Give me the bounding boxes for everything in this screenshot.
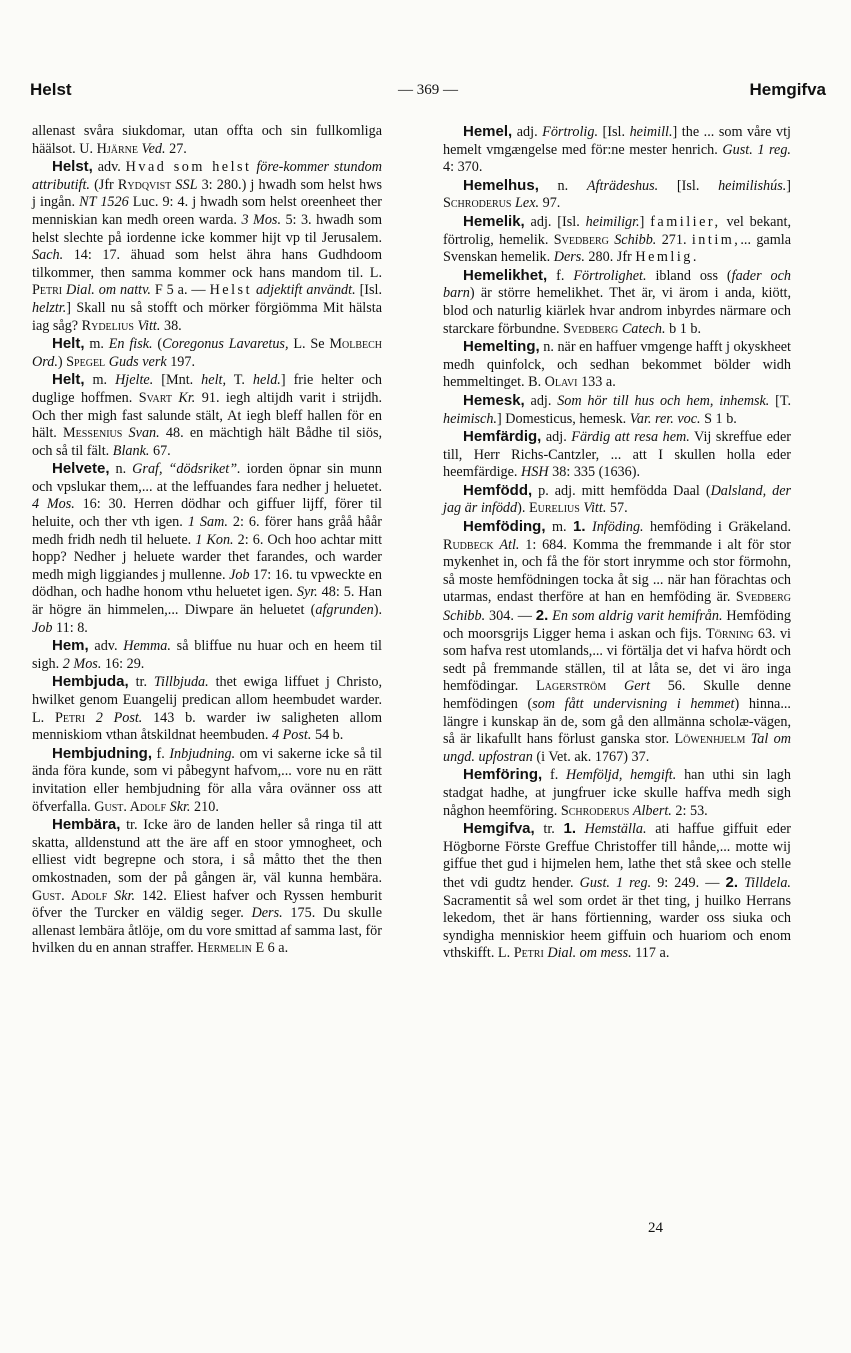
entry-text: Hvad som helst [125,159,252,176]
entry-text: Inbjudning. [169,745,236,762]
entry-text: [T. [769,392,791,409]
entry-headword: Hemföding, [463,518,546,536]
entry-headword: Hemelting, [463,338,540,356]
entry-text: Graf, “dödsriket”. [132,461,241,478]
signature-number: 24 [648,1220,663,1236]
entry-text: tr. [128,674,154,691]
entry-text: [Isl. [658,177,719,194]
entry-text: F 5 a. — [150,282,210,299]
entry-text: Hemlig. [635,249,699,266]
entry-text: allenast svåra siukdomar, utan offta och sin fullkomliga häälsot. U. [32,123,382,157]
entry-text: 210. [190,798,219,815]
dictionary-entry [443,518,791,766]
dictionary-entry [32,123,382,158]
entry-text: p. adj. mitt hemfödda Daal ( [532,482,711,499]
entry-text: [Mnt. [153,372,202,389]
entry-text [606,678,624,694]
entry-text: 4 Post. [271,727,312,744]
entry-text: n. [538,177,587,194]
entry-text: 67. [149,442,171,459]
entry-text: Kr. [178,389,196,406]
entry-text: 2: 6. Och hoo achtar mitt hopp? Nedher j heluete warder thet farandes, och warder medh migh liggiandes j mullenne. [32,531,383,583]
entry-text: 63. vi som hafva rest utomlands,... vi förtälja det vi hafva hördt och sedt på fremmande ställen, til at låta se, det vi äro inga hemfödingar. [443,625,791,695]
entry-headword: Hemesk, [463,391,525,409]
dictionary-entry [32,637,382,673]
entry-text: Molbech [329,336,382,353]
entry-text: Hermelin [197,940,252,957]
entry-text: heimilishús. [718,177,787,194]
entry-text: 5: 3. hwadh som helst slechte på iordenne icke kommer hijt vp til Jerusalem. [32,211,383,246]
entry-text: ] frie helter och duglige hoffmen. [32,372,382,406]
entry-text: 2: 6. förer hans gråå håår medh fridh nedh til heluete. [32,514,382,548]
entry-text: intim, [691,231,741,248]
entry-text: Syr. [296,584,318,601]
entry-text: Guds verk [108,353,167,370]
entry-headword: 2. [725,873,738,891]
entry-text: Petri [513,945,544,962]
entry-text: 1 Sam. [187,514,228,531]
entry-text: m. [84,372,116,389]
entry-text: 56. Skulle denne hemfödingen ( [443,678,791,712]
entry-text: heimiligr. [585,213,640,230]
page-number: — 369 — [398,82,458,98]
entry-text: fader och barn [443,267,792,302]
entry-text: Messenius [63,425,123,442]
entry-text: han uthi sin lagh stadgat hadhe, at jungfruer icke skulle haffva medh sigh någhon heemföring. [443,767,791,819]
entry-text: Dial. om nattv. [66,282,151,299]
entry-text: Schibb. [614,231,657,248]
entry-text: Svedberg [563,320,619,337]
dictionary-entry [443,482,791,518]
dictionary-entry [32,335,382,371]
entry-text: 9: 249. — [651,874,726,891]
entry-text: m. [545,519,573,536]
entry-text: afgrunden [315,602,374,619]
entry-headword: Hembjuda, [52,673,129,691]
entry-headword: Hemelik, [463,212,525,230]
entry-text: HSH [521,464,549,481]
entry-text: 2 Post. [95,709,143,726]
entry-text: Schibb. [443,608,486,625]
entry-text: ] Domesticus, hemesk. [496,410,630,427]
entry-text: f. [547,267,574,284]
entry-headword: 1. [563,820,576,838]
dictionary-entry [443,177,791,213]
dictionary-entry [443,766,791,820]
entry-text: 2 Mos. [62,655,102,672]
entry-text: 57. [606,500,628,517]
dictionary-entry [32,371,382,460]
entry-text: 117 a. [631,945,670,962]
entry-headword: Helt, [52,335,85,353]
entry-text: Tal om ungd. upfostran [443,731,792,765]
entry-text: T. [226,372,253,389]
entry-headword: Hemelikhet, [463,266,548,284]
entry-text: ) [57,353,67,370]
entry-text: n. när en haffuer vmgenge hafft j okyskheet medh quinfolck, och sedhan bekommet bölder widh hemmeltinget. B. [443,339,791,391]
left-column [32,123,382,958]
entry-text: En fisk. [108,336,153,353]
entry-text: heimisch. [443,410,497,427]
entry-text: ] [639,213,651,230]
entry-text: (i Vet. ak. 1767) 37. [532,748,650,765]
entry-text: 38. [160,317,182,334]
entry-text: Ders. [251,905,283,922]
dictionary-entry [443,392,791,428]
entry-text: Hemma. [123,638,171,655]
entry-text: 38: 335 (1636). [548,464,641,481]
entry-text: ati haffue giffuit eder Högborne Förste Greffue Christoffer till hånde,... motte wij giffue thet gud i hijmelen hem, lathe thet stå skee och stelle thet vdi gudtz hender. [443,821,791,891]
entry-text: ] Skall nu så stofft och mörker förgiömma Mit hälsta iag såg? [32,299,382,334]
entry-text: Skr. [169,798,191,815]
entry-text: Schroderus [560,802,630,819]
dictionary-entry [443,820,791,963]
entry-text: m. [84,336,109,353]
dictionary-entry [32,745,382,816]
entry-text: Albert. [632,802,672,819]
entry-text [576,821,585,837]
entry-text: Ord. [32,353,58,370]
entry-text: 54 b. [311,727,344,744]
entry-text: Rydqvist [117,176,172,193]
entry-text: familier, [650,213,721,230]
entry-text: Lagerström [535,678,607,695]
running-header [30,80,826,110]
entry-text: n. [109,461,133,478]
dictionary-entry [32,158,382,335]
entry-text: held. [252,372,281,389]
header-last-headword: Hemgifva [749,80,826,99]
entry-text: Gust. 1 reg. [579,874,652,891]
entry-text: 175. Du skulle allenast lembära åtlöje, om du vore smittad af samma last, för hvilken du en annan straffer. [32,905,382,957]
entry-text: 1 Kon. [195,531,234,548]
entry-text: Gust. 1 reg. [722,141,791,158]
entry-text: 142. Eliest hafver och Ryssen hemburit öfver the Turcker en väldig seger. [32,887,383,922]
entry-text: Catech. [621,320,666,337]
entry-text: Ders. [553,249,585,266]
entry-text: 133 a. [577,374,616,391]
dictionary-entry [443,267,791,338]
entry-text: 2: 53. [671,802,708,819]
entry-text: ] the ... som våre vtj hemelt vmgængelse med för:ne mester henrich. [443,124,791,158]
entry-text: 16: 29. [101,655,145,672]
entry-text: 16: 30. Herren dödhar och giffuer lijff, förer til heluite, och ther vth igen. [32,496,382,531]
entry-text: thet ewiga liffuet j Christo, hwilket genom Euangelij predican allom heembudet warder. L. [32,674,382,726]
entry-text: f. [542,767,567,784]
entry-text: Hemställa. [584,821,647,838]
entry-text: Olavi [544,374,578,391]
entry-text: Skr. [114,887,135,904]
entry-text: 11: 8. [52,619,88,636]
entry-text: helztr. [32,299,67,316]
entry-text: ] [786,177,791,194]
entry-text: adj. [541,429,572,446]
dictionary-entry [443,123,791,177]
entry-headword: Hemgifva, [463,820,535,838]
entry-text: Hemföding och moorsgrijs Ligger hema i askan och fijs. [443,608,791,642]
entry-text: 143 b. warder iw saligheten allom menniskiom vthan åtskildnat heembuden. [32,709,382,744]
dictionary-entry [32,816,382,958]
dictionary-entry [32,460,382,637]
entry-text: Afträdeshus. [586,177,659,194]
entry-text: Svan. [128,425,160,442]
dictionary-entry [32,673,382,744]
entry-text: Var. rer. voc. [629,410,701,427]
entry-text: Svedberg [553,231,609,248]
entry-text: Löwenhjelm [674,731,746,748]
entry-headword: Helvete, [52,460,110,478]
entry-text: 4: 370. [443,159,483,176]
entry-text: En som aldrig varit hemifrån. [552,608,723,625]
entry-text: 17: 16. tu vpweckte en dödhan, och hadhe honom vthu heluetet igen. [32,566,382,601]
entry-text: SSL [175,176,198,193]
entry-text: Eurelius [528,500,580,517]
entry-text: [Isl. [355,282,383,299]
entry-text: Vitt. [137,317,161,334]
entry-text: hemföding i Gräkeland. [643,519,791,536]
entry-text: Hemföljd, hemgift. [566,767,677,784]
entry-text: Gert [624,678,651,695]
entry-text: Törning [705,625,754,642]
entry-text: [Isl. [598,124,630,140]
entry-text: 280. Jfr [584,249,636,266]
entry-text: 91. iegh altijdh varit i strijdh. Och ther migh fast salunde stält, At iegh bleff hallen för en hält. [32,389,382,442]
entry-text: 97. [539,195,561,212]
entry-headword: Hem, [52,637,89,655]
entry-text: Spegel [66,353,106,370]
entry-text: adjektift användt. [255,282,356,299]
entry-text: b 1 b. [665,320,702,337]
entry-text: Färdig att resa hem. [571,429,690,446]
entry-text: Job [32,619,53,636]
entry-text: Inföding. [591,519,644,536]
entry-headword: Hemelhus, [463,176,539,194]
entry-text: iorden öpnar sin munn och vpslukar them,... at the leffuandes fara nedher j heluetet. [32,461,383,495]
entry-text: Förtrolighet. [573,267,647,284]
entry-text: NT 1526 [79,194,129,211]
entry-text: (Jfr [89,176,118,193]
entry-text: Luc. 9: 4. j hwadh som helst oreenheet ther menniskian kan medh oreen warda. [32,194,382,228]
entry-text: Svedberg [735,589,791,606]
entry-headword: Helst, [52,158,93,176]
entry-text: 48. en mächtigh hält Bådhe til siös, och så til fält. [32,425,383,459]
entry-headword: Hemfärdig, [463,428,542,446]
entry-text: Atl. [499,536,520,553]
entry-text: E 6 a. [251,940,289,957]
entry-text: Vij skreffue eder till, Herr Richs-Cantzler, ... att I skullen holla eder heemfärdige. [443,429,792,481]
entry-text: vel bekant, förtrolig, hemelik. [443,213,791,248]
entry-text: Job [229,566,250,583]
dictionary-entry [443,213,791,267]
entry-text: Vitt. [583,500,607,517]
entry-text: så bliffue nu huar och en heem til sigh. [32,638,383,672]
entry-text: 271. [656,231,692,248]
entry-text: tr. Icke äro de landen heller så ringa til att skatta, alldenstund att the äre aff en stoor ymnogheet, och elliest vidt begrepne och stora, i så måtto thet the then omkostnaden, som der på gången är, väl kunna hembära. [32,817,382,886]
entry-text: heimill. [629,124,673,140]
entry-text: f. [152,745,170,762]
entry-text: 1: 684. Komma the fremmande i alt för stor mykenhet in, och få the för stort inrymme och stor förmohn, så moste hemfödningen tocka åt sig ... när han förachtas och utarmas, endast therföre at han en hemföding är. [443,536,792,606]
entry-text: Rydelius [81,317,134,334]
right-column [443,123,791,963]
entry-text: Svart [138,389,172,406]
entry-text: om vi sakerne icke så til ända föra kunde, som vi påbegynt hafvom,... vore nu en rätt invitation eller hembjudning för alla våra ovänner oss att öfverfalla. [32,745,382,815]
entry-text: ). [373,602,382,619]
entry-text: ) är större hemelikhet. Thet är, vi ärom i anda, kiött, blod och naturlig kiärlek hvar androm inbyrdes närmare och starckare förbundne. [443,285,791,337]
entry-headword: Hemföring, [463,766,543,784]
entry-text: Ved. [141,140,166,157]
entry-text: adj. [Isl. [524,213,586,230]
entry-text: Sach. [32,247,64,264]
entry-text: Förtrolig. [542,124,599,140]
dictionary-entry [443,338,791,392]
entry-text: Gust. Adolf [32,887,108,904]
entry-text: Petri [54,709,86,726]
entry-text: 304. — [485,608,536,625]
entry-text: Coregonus Lavaretus, [162,336,289,353]
entry-headword: Hemel, [463,123,513,140]
entry-text: ) hinna... längre i kunskap än de, som gå den allmänna scholæ-vägen, så är likafullt hans förlust ganska stor. [443,696,791,748]
entry-text: helt, [201,372,226,389]
entry-text: Gust. Adolf [94,798,167,815]
entry-text: tr. [534,821,564,838]
dictionary-entry [443,428,791,482]
entry-text: 48: 5. Han är högre än himmelen,... Diwpare än heluetet ( [32,584,382,619]
entry-text: ibland oss ( [646,267,732,284]
entry-text: ( [152,336,163,353]
entry-text: S 1 b. [700,410,737,427]
entry-text: 3 Mos. [241,211,281,228]
entry-headword: Hemfödd, [463,481,533,499]
entry-text: 3: 280.) j hwadh som helst hws j ingån. [32,176,382,211]
entry-text: 27. [165,140,187,157]
entry-text: 197. [166,353,196,370]
entry-text: som fått undervisning i hemmet [532,696,735,712]
entry-text: Lex. [515,195,540,212]
entry-headword: Helt, [52,371,85,389]
entry-text: Som hör till hus och hem, inhemsk. [557,392,770,409]
entry-text: Petri [32,282,63,299]
entry-text: adj. [524,392,558,409]
entry-text: adv. [92,159,126,176]
entry-text: Schroderus [443,195,512,212]
entry-text: Rudbeck [443,536,494,553]
entry-headword: 1. [573,518,586,536]
entry-text: 14: 17. ähuad som helst ähra hans Gudhdoom tilkommer, then samma kommer ock hans mandom til. L. [32,247,382,281]
entry-text: före-kommer stundom attributift. [32,159,382,193]
entry-text: Sacramentit så wel som ordet är thet ting, j huilko Herrans lekedom, thet är hans förtienning, warder oss siuka och syndigha menniskior heem giffuin och huariom och enom vthskifft. L. [443,892,791,962]
entry-text: Tilldela. [744,874,791,891]
entry-headword: 2. [535,607,549,625]
entry-text: Dalsland, der jag är infödd [443,482,792,517]
entry-text: Dial. om mess. [547,945,632,962]
entry-text: Blank. [112,442,150,459]
entry-text: adj. [512,124,543,140]
entry-text: Hjärne [96,140,138,157]
entry-text: L. Se [288,336,330,353]
entry-text: Hjelte. [115,372,154,389]
entry-headword: Hembära, [52,816,121,834]
entry-text: ). [517,500,529,517]
entry-text: Tillbjuda. [153,674,209,691]
entry-headword: Hembjudning, [52,744,152,762]
entry-text: Helst [209,282,253,299]
entry-text: 4 Mos. [32,496,75,513]
entry-text: adv. [88,638,124,655]
entry-text [85,710,96,726]
entry-text: ... gamla Svenskan hemelik. [443,231,791,266]
header-first-headword: Helst [30,80,72,99]
